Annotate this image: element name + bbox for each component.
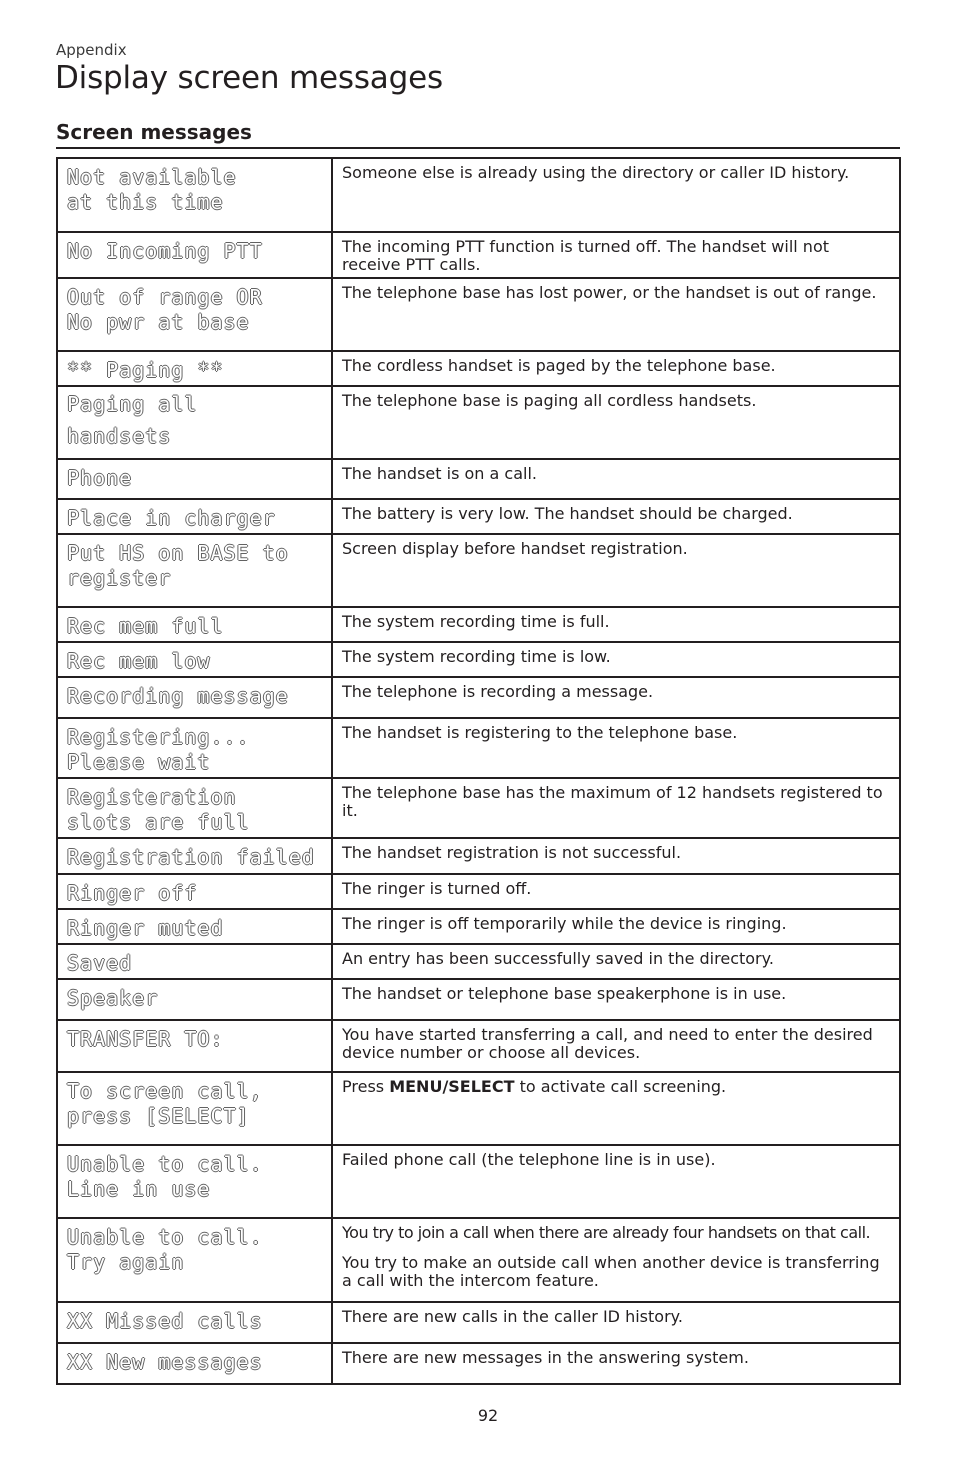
message-cell: Registeration slots are full: [57, 778, 332, 838]
message-cell: No Incoming PTT: [57, 232, 332, 278]
message-cell: Rec mem full: [57, 607, 332, 642]
description-text: The telephone base has the maximum of 12 handsets registered to it.: [342, 783, 883, 820]
screen-messages-table: [56, 157, 901, 1385]
message-cell: To screen call, press [SELECT]: [57, 1072, 332, 1145]
description-cell: [332, 838, 900, 874]
table-row: [57, 534, 900, 607]
section-label: Appendix: [56, 41, 127, 59]
description-text: The handset or telephone base speakerphone is in use.: [342, 984, 787, 1003]
table-row: [57, 1020, 900, 1072]
description-text: The telephone is recording a message.: [342, 682, 654, 701]
table-row: [57, 642, 900, 677]
description-text: The system recording time is full.: [342, 612, 610, 631]
message-cell: Registration failed: [57, 838, 332, 874]
description-text: There are new calls in the caller ID history.: [342, 1307, 683, 1326]
table-row: [57, 232, 900, 278]
table-row: [57, 1218, 900, 1302]
description-cell: [332, 459, 900, 499]
message-cell: Phone: [57, 459, 332, 499]
description-text: Someone else is already using the directory or caller ID history.: [342, 163, 850, 182]
description-cell: [332, 1218, 900, 1302]
message-cell: Rec mem low: [57, 642, 332, 677]
description-text: The battery is very low. The handset should be charged.: [342, 504, 793, 523]
table-row: [57, 386, 900, 459]
table-row: [57, 718, 900, 778]
description-cell: [332, 158, 900, 232]
description-text: Screen display before handset registration.: [342, 539, 688, 558]
table-row: [57, 1343, 900, 1384]
description-cell: [332, 677, 900, 718]
section-title: Screen messages: [56, 120, 252, 144]
description-cell: [332, 278, 900, 351]
description-cell: [332, 1072, 900, 1145]
description-cell: [332, 1145, 900, 1218]
message-cell: XX Missed calls: [57, 1302, 332, 1343]
description-cell: [332, 351, 900, 386]
description-text: The system recording time is low.: [342, 647, 611, 666]
message-cell: Place in charger: [57, 499, 332, 534]
table-row: [57, 278, 900, 351]
description-text: The telephone base has lost power, or the handset is out of range.: [342, 283, 877, 302]
message-cell: Recording message: [57, 677, 332, 718]
description-text: There are new messages in the answering system.: [342, 1348, 749, 1367]
description-text: The telephone base is paging all cordless handsets.: [342, 391, 757, 410]
description-cell: [332, 499, 900, 534]
table-row: [57, 351, 900, 386]
description-cell: [332, 1343, 900, 1384]
table-row: [57, 778, 900, 838]
table-row: [57, 1145, 900, 1218]
message-cell: Ringer off: [57, 874, 332, 909]
message-cell: Registering... Please wait: [57, 718, 332, 778]
description-cell: [332, 718, 900, 778]
message-cell: XX New messages: [57, 1343, 332, 1384]
table-row: [57, 838, 900, 874]
title-divider: [56, 147, 900, 149]
description-text: The ringer is turned off.: [342, 879, 532, 898]
description-text: You try to join a call when there are already four handsets on that call.: [342, 1223, 871, 1242]
table-row: [57, 607, 900, 642]
message-cell: Out of range OR No pwr at base: [57, 278, 332, 351]
table-row: [57, 459, 900, 499]
description-text: [342, 1078, 889, 1096]
table-row: [57, 158, 900, 232]
description-cell: [332, 1020, 900, 1072]
table-row: [57, 1072, 900, 1145]
description-text: The incoming PTT function is turned off. The handset will not receive PTT calls.: [342, 237, 829, 274]
description-cell: [332, 232, 900, 278]
message-cell: Unable to call. Try again: [57, 1218, 332, 1302]
menu-select-key-label: MENU/SELECT: [389, 1077, 515, 1096]
message-cell: TRANSFER TO:: [57, 1020, 332, 1072]
description-text: Failed phone call (the telephone line is in use).: [342, 1150, 716, 1169]
description-cell: [332, 386, 900, 459]
description-cell: [332, 944, 900, 979]
page-title: Display screen messages: [55, 60, 443, 96]
message-cell: Put HS on BASE to register: [57, 534, 332, 607]
description-text-part: to activate call screening.: [514, 1077, 727, 1096]
description-cell: [332, 874, 900, 909]
message-cell: Saved: [57, 944, 332, 979]
table-row: [57, 874, 900, 909]
table-row: [57, 677, 900, 718]
description-text: You try to make an outside call when another device is transferring a call with the intercom feature.: [342, 1253, 880, 1290]
description-cell: [332, 979, 900, 1020]
description-text: The cordless handset is paged by the telephone base.: [342, 356, 776, 375]
message-cell: Speaker: [57, 979, 332, 1020]
message-cell: Unable to call. Line in use: [57, 1145, 332, 1218]
description-text-part: Press: [342, 1077, 390, 1096]
message-cell: Not available at this time: [57, 158, 332, 232]
description-text: An entry has been successfully saved in the directory.: [342, 949, 774, 968]
description-cell: [332, 909, 900, 944]
message-cell: ** Paging **: [57, 351, 332, 386]
message-cell: Ringer muted: [57, 909, 332, 944]
table-row: [57, 944, 900, 979]
table-row: [57, 1302, 900, 1343]
description-cell: [332, 1302, 900, 1343]
description-cell: [332, 778, 900, 838]
message-cell: Paging all handsets: [57, 386, 332, 459]
description-text: You have started transferring a call, and need to enter the desired device number or choose all devices.: [342, 1025, 873, 1062]
table-row: [57, 979, 900, 1020]
table-row: [57, 909, 900, 944]
page-number: 92: [477, 1406, 499, 1425]
description-text: The handset is on a call.: [342, 464, 537, 483]
description-text: The ringer is off temporarily while the device is ringing.: [342, 914, 787, 933]
description-cell: [332, 607, 900, 642]
description-cell: [332, 642, 900, 677]
table-row: [57, 499, 900, 534]
description-text: The handset is registering to the telephone base.: [342, 723, 738, 742]
description-text: The handset registration is not successful.: [342, 843, 682, 862]
description-cell: [332, 534, 900, 607]
